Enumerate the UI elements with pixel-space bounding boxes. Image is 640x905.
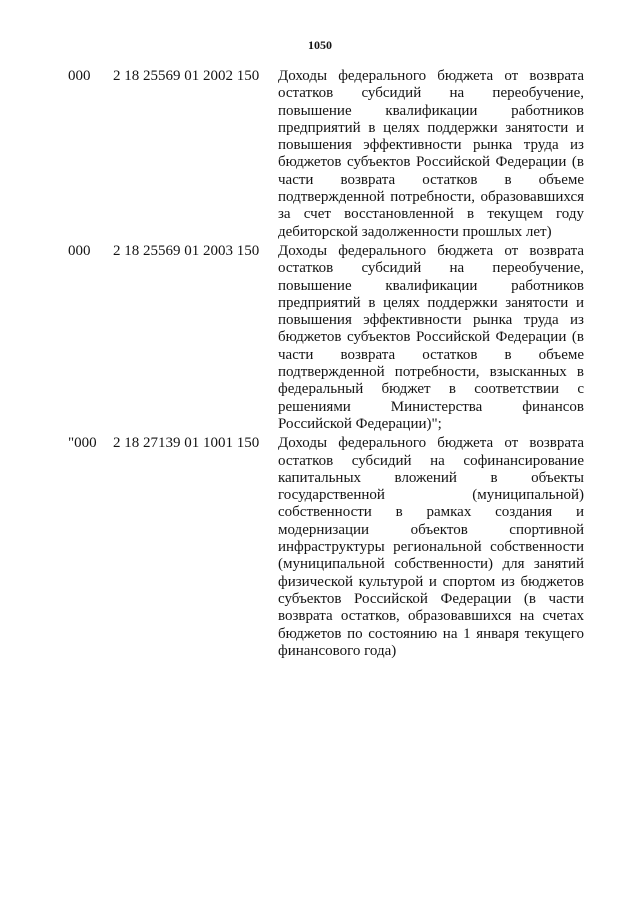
description-line: федеральный бюджет в соответствии с [278,381,584,398]
admin-code: 000 [68,68,91,84]
description-line: бюджетов по состоянию на 1 января текущего [278,625,584,642]
row-description [278,435,584,660]
table-row [68,68,588,241]
admin-code: 000 [68,242,91,259]
description-line: предприятий в целях поддержки занятости и [278,119,584,136]
description-line: бюджетов субъектов Российской Федерации (в [278,154,584,171]
description-line: решениями Министерства финансов [278,398,584,415]
description-line: бюджетов субъектов Российской Федерации (в [278,329,584,346]
description-line: модернизации объектов спортивной [278,521,584,538]
table-row [68,435,588,660]
description-line: инфраструктуры региональной собственности [278,539,584,556]
description-line: Доходы федерального бюджета от возврата [278,68,584,84]
description-line: физической культурой и спортом из бюджетов [278,573,584,590]
page-number: 1050 [308,38,332,52]
row-description [278,68,584,241]
description-line: Доходы федерального бюджета от возврата [278,435,584,452]
description-line: остатков субсидий на софинансирование [278,452,584,469]
row-description [278,243,584,433]
description-line: повышение квалификации работников [278,102,584,119]
description-line: финансового года) [278,642,397,659]
description-line: за счет восстановленной в текущем году [278,206,584,223]
description-line: остатков субсидий на переобучение, [278,260,584,277]
description-line: капитальных вложений в объекты [278,469,584,486]
table-row [68,243,588,433]
classification-code: 2 18 25569 01 2003 150 [113,242,260,259]
classification-code: 2 18 27139 01 1001 150 [113,435,260,452]
description-line: Доходы федерального бюджета от возврата [278,242,584,259]
description-line: части возврата остатков в объеме [278,171,584,188]
description-line: повышения эффективности рынка труда из [278,137,584,154]
description-line: повышение квалификации работников [278,277,584,294]
admin-code: "000 [68,435,97,452]
description-line: собственности в рамках создания и [278,504,584,521]
description-line: предприятий в целях поддержки занятости и [278,294,584,311]
description-line: возврата остатков, образовавшихся на счетах [278,608,584,625]
description-line: дебиторской задолженности прошлых лет) [278,223,552,240]
description-line: Российской Федерации)"; [278,415,442,432]
description-line: субъектов Российской Федерации (в части [278,590,584,607]
description-line: государственной (муниципальной) [278,487,584,504]
classification-code: 2 18 25569 01 2002 150 [113,68,260,84]
description-line: остатков субсидий на переобучение, [278,85,584,102]
description-line: подтвержденной потребности, образовавшихся [278,189,584,206]
description-line: (муниципальной собственности) для занятий [278,556,584,573]
description-line: части возврата остатков в объеме [278,346,584,363]
description-line: повышения эффективности рынка труда из [278,312,584,329]
classification-table [68,68,588,660]
description-line: подтвержденной потребности, взысканных в [278,364,584,381]
